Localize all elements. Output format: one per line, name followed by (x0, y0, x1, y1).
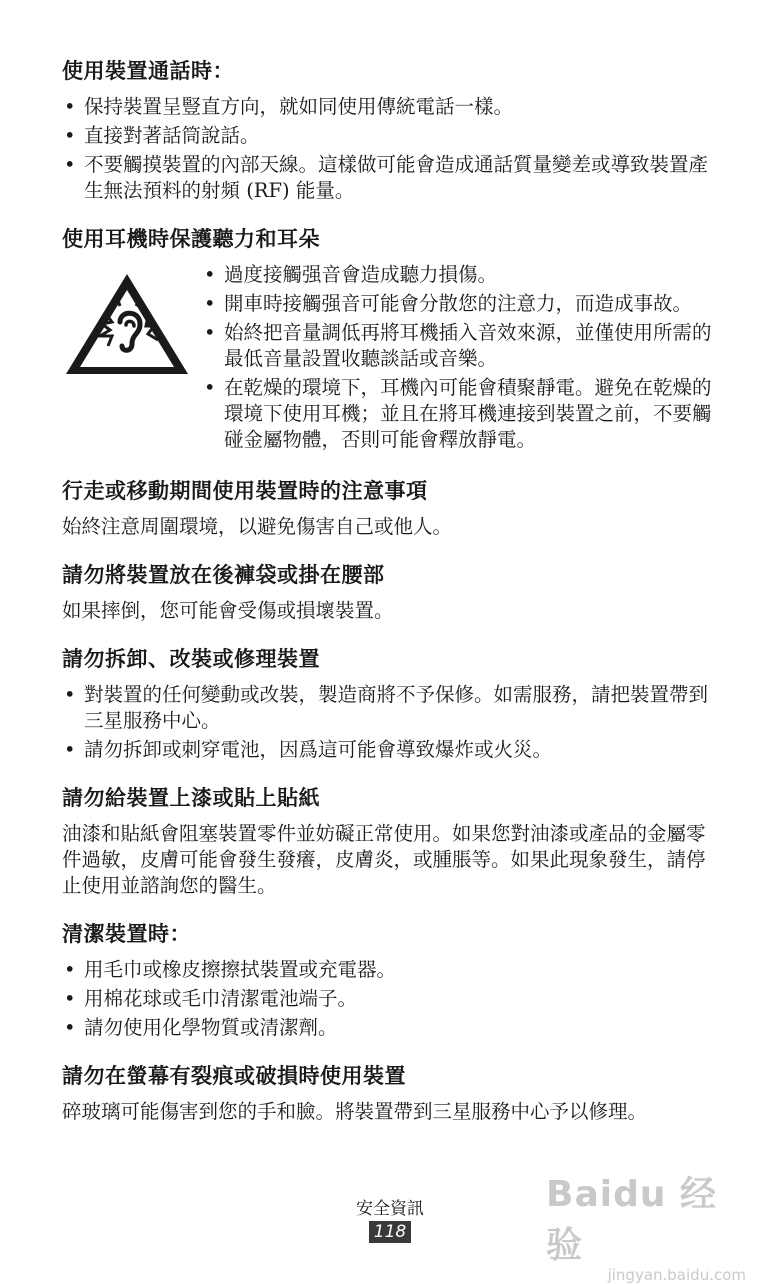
list-item: • 請勿拆卸或刺穿電池，因爲這可能會導致爆炸或火災。 (62, 737, 722, 763)
list-item: • 在乾燥的環境下，耳機內可能會積聚靜電。避免在乾燥的環境下使用耳機；並且在將耳機連接到裝置之前，不要觸碰金屬物體，否則可能會釋放靜電。 (202, 375, 722, 453)
list-item: • 直接對著話筒說話。 (62, 123, 722, 149)
section-heading: 請勿給裝置上漆或貼上貼紙 (62, 786, 320, 810)
footer-title: 安全資訊 (356, 1199, 424, 1219)
bullet-list (62, 957, 722, 1041)
section-pocket (62, 560, 722, 624)
section-calls (62, 56, 722, 204)
watermark-url: jingyan.baidu.com (607, 1266, 746, 1284)
bullet-list (202, 262, 722, 456)
watermark-logo: Baidu 经验 (546, 1174, 718, 1266)
section-hearing (62, 224, 722, 456)
section-heading: 請勿拆卸、改裝或修理裝置 (62, 647, 320, 671)
document-body (62, 56, 722, 1145)
section-heading: 使用耳機時保護聽力和耳朵 (62, 227, 320, 251)
list-item: • 用毛巾或橡皮擦擦拭裝置或充電器。 (62, 957, 722, 983)
list-item: • 請勿使用化學物質或清潔劑。 (62, 1015, 722, 1041)
section-heading: 行走或移動期間使用裝置時的注意事項 (62, 479, 428, 503)
list-item: • 對裝置的任何變動或改裝，製造商將不予保修。如需服務，請把裝置帶到三星服務中心。 (62, 682, 722, 734)
list-item: • 過度接觸强音會造成聽力損傷。 (202, 262, 722, 288)
section-disassemble (62, 644, 722, 763)
bullet-list (62, 94, 722, 204)
section-cracked-screen (62, 1061, 722, 1125)
section-paint (62, 783, 722, 899)
list-item: • 不要觸摸裝置的內部天線。這樣做可能會造成通話質量變差或導致裝置產生無法預料的射頻 (RF) 能量。 (62, 152, 722, 204)
hearing-warning-icon (62, 262, 192, 384)
paragraph: 油漆和貼紙會阻塞裝置零件並妨礙正常使用。如果您對油漆或產品的金屬零件過敏，皮膚可能會發生發癢，皮膚炎，或腫脹等。如果此現象發生，請停止使用並諮詢您的醫生。 (62, 822, 706, 897)
warning-row (62, 262, 722, 456)
section-heading: 請勿將裝置放在後褲袋或掛在腰部 (62, 563, 385, 587)
list-item: • 開車時接觸强音可能會分散您的注意力，而造成事故。 (202, 291, 722, 317)
baidu-watermark (546, 1166, 746, 1284)
section-cleaning (62, 919, 722, 1041)
paragraph: 始終注意周圍環境，以避免傷害自己或他人。 (62, 515, 453, 538)
bullet-list (62, 682, 722, 763)
list-item: • 始終把音量調低再將耳機插入音效來源，並僅使用所需的最低音量設置收聽談話或音樂。 (202, 320, 722, 372)
list-item: • 用棉花球或毛巾清潔電池端子。 (62, 986, 722, 1012)
paragraph: 碎玻璃可能傷害到您的手和臉。將裝置帶到三星服務中心予以修理。 (62, 1100, 648, 1123)
section-heading: 清潔裝置時： (62, 922, 191, 946)
section-walking (62, 476, 722, 540)
list-item: • 保持裝置呈豎直方向，就如同使用傳統電話一樣。 (62, 94, 722, 120)
section-heading: 請勿在螢幕有裂痕或破損時使用裝置 (62, 1064, 406, 1088)
section-heading: 使用裝置通話時： (62, 59, 234, 83)
page-number: 118 (369, 1221, 411, 1243)
paragraph: 如果摔倒，您可能會受傷或損壞裝置。 (62, 599, 394, 622)
